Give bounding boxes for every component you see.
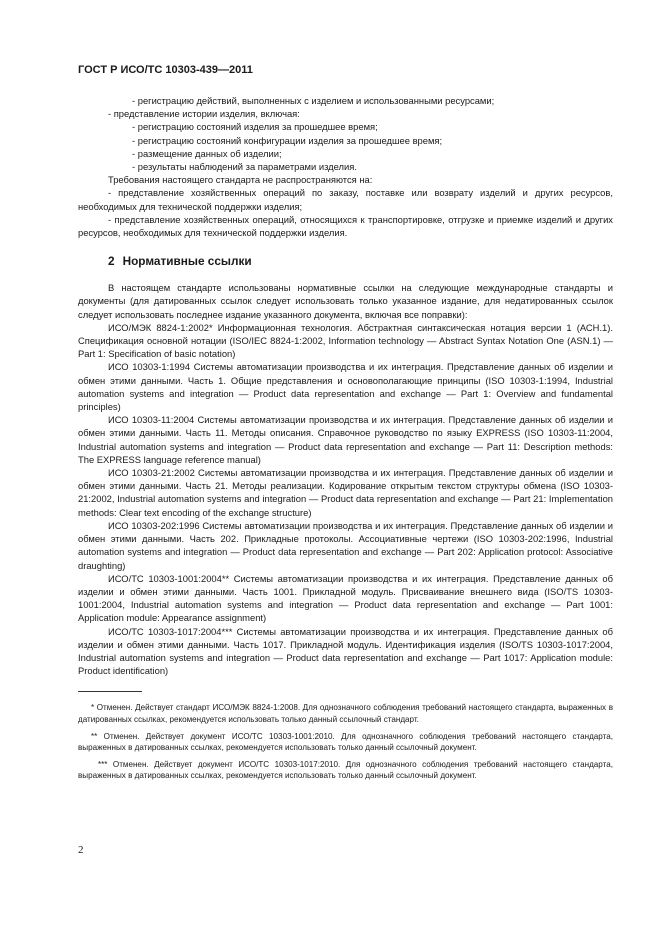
list-item: - регистрацию состояний изделия за прошедшее время; [132,121,378,133]
list-item: - представление истории изделия, включая: [108,108,300,120]
reference-entry: ИСО/МЭК 8824-1:2002* Информационная технология. Абстрактная синтаксическая нотация версии 1 (АСН.1). Спецификация основной нотации (ISO/IEC 8824-1:2002, Information technology — Abstract Syntax Notation One (ASN.1) — Part 1: Specification of basic notation) [78,321,613,360]
list-item: - регистрацию состояний конфигурации изделия за прошедшее время; [132,134,443,146]
reference-entry: ИСО/ТС 10303-1001:2004** Системы автоматизации производства и их интеграция. Представление данных об изделии и обмен этими данными. Часть 1001. Прикладной модуль. Присваивание внешнего вида (ISO/TS 10303-1001:2004, Industrial automation systems and integration — Product data representation and exchange — Part 1001: Application module: Appearance assignment) [78,572,613,624]
reference-entry: ИСО/ТС 10303-1017:2004*** Системы автоматизации производства и их интеграция. Представление данных об изделии и обмен этими данными. Часть 1017. Прикладной модуль. Идентификация изделия (ISO/TS 10303-1017:2004, Industrial automation systems and integration — Product data representation and exchange — Part 1017: Application module: Product identification) [78,625,613,677]
section-intro: В настоящем стандарте использованы нормативные ссылки на следующие международные стандарты и документы (для датированных ссылок следует использовать только указанное издание, для недатированных ссылок следует использовать последнее издание указанного документа, включая все поправки): [78,282,613,320]
list-item: - результаты наблюдений за параметрами изделия. [132,161,357,173]
document-body [78,94,613,787]
section-title: Нормативные ссылки [122,254,252,269]
section-heading [78,254,613,269]
page-number: 2 [78,844,84,856]
reference-entry: ИСО 10303-21:2002 Системы автоматизации производства и их интеграция. Представление данных об изделии и обмен этими данными. Часть 21. Методы реализации. Кодирование открытым текстом структуры обмена (ISO 10303-21:2002, Industrial automation systems and integration — Product data representation and exchange — Part 21: Implementation methods: Clear text encoding of the exchange structure) [78,467,613,518]
document-header: ГОСТ Р ИСО/ТС 10303-439—2011 [78,64,253,76]
exclusion-item: - представление хозяйственных операций по заказу, поставке или возврату изделий и других ресурсов, необходимых для технической поддержки изделия; [78,187,613,212]
footnote: ** Отменен. Действует документ ИСО/ТС 10303-1001:2010. Для однозначного соблюдения требований настоящего стандарта, выраженных в датированных ссылках, рекомендуется использовать только данный ссылочный документ. [78,731,613,753]
reference-entry: ИСО 10303-1:1994 Системы автоматизации производства и их интеграция. Представление данных об изделии и обмен этими данными. Часть 1. Общие представления и основополагающие принципы (ISO 10303-1:1994, Industrial automation systems and integration — Product data representation and exchange — Part 1: Overview and fundamental principles) [78,361,613,413]
footnote: *** Отменен. Действует документ ИСО/ТС 10303-1017:2010. Для однозначного соблюдения требований настоящего стандарта, выраженных в датированных ссылках, рекомендуется использовать только данный ссылочный документ. [78,759,613,781]
exclusion-item: - представление хозяйственных операций, относящихся к транспортировке, отгрузке и приемке изделий и других ресурсов, необходимых для технической поддержки изделия. [78,213,613,239]
footnote: * Отменен. Действует стандарт ИСО/МЭК 8824-1:2008. Для однозначного соблюдения требований настоящего стандарта, выраженных в датированных ссылках, рекомендуется использовать только данный ссылочный стандарт. [78,703,613,724]
section-number: 2 [108,254,115,269]
list-item: - размещение данных об изделии; [132,147,282,159]
list-item: - регистрацию действий, выполненных с изделием и использованными ресурсами; [132,95,495,106]
footnote-divider [78,691,142,692]
reference-entry: ИСО 10303-11:2004 Системы автоматизации производства и их интеграция. Представление данных об изделии и обмен этими данными. Часть 11. Методы описания. Справочное руководство по языку EXPRESS (ISO 10303-11:2004, Industrial automation systems and integration — Product data representation and exchange — Part 11: Description methods: The EXPRESS language reference manual) [78,414,613,465]
exclusions-lead: Требования настоящего стандарта не распространяются на: [108,174,373,186]
reference-entry: ИСО 10303-202:1996 Системы автоматизации производства и их интеграция. Представление данных об изделии и обмен этими данными. Часть 202. Прикладные протоколы. Ассоциативные чертежи (ISO 10303-202:1996, Industrial automation systems and integration — Product data representation and exchange — Part 202: Application protocol: Associative draughting) [78,519,613,571]
